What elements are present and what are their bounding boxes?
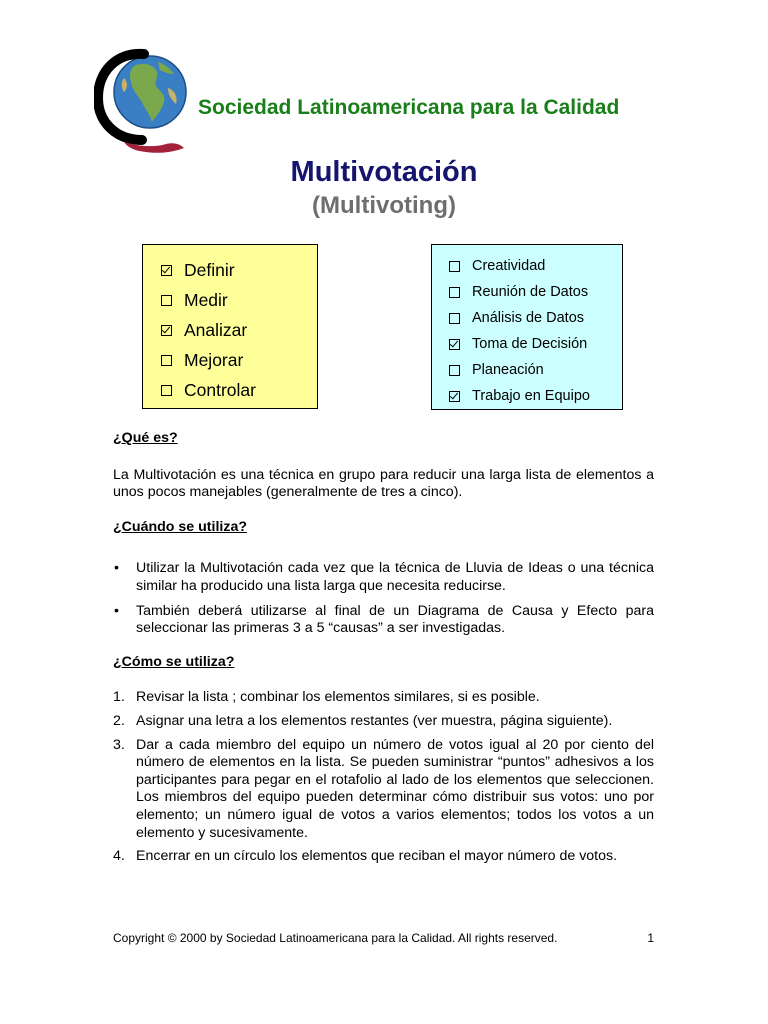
checkbox-icon [161, 295, 172, 306]
step-text: Revisar la lista ; combinar los elementos similares, si es posible. [136, 689, 540, 706]
step-number: 3. [113, 736, 125, 753]
tool-label: Toma de Decisión [472, 336, 588, 352]
section-heading-how: ¿Cómo se utiliza? [113, 653, 235, 670]
tool-item-trabajo-equipo [432, 383, 622, 409]
step-text: Dar a cada miembro del equipo un número de votos igual al 20 por ciento del número de elementos en la lista. Se pueden suministrar “puntos” adhesivos a los participantes para pegar en el rotafolio al lado de los elementos que seleccionen. Los miembros del equipo pueden determinar cómo distribuir sus votos: uno por elemento; un número igual de votos a varios elementos; todos los votos a un elemento y sucesivamente. [136, 736, 654, 841]
phase-item-definir [143, 255, 317, 285]
list-item [113, 560, 654, 595]
tool-item-reunion-datos [432, 279, 622, 305]
bullet-icon: • [114, 602, 119, 619]
step-number: 1. [113, 689, 125, 706]
checkbox-icon [449, 339, 460, 350]
step-number: 4. [113, 848, 125, 865]
page-number: 1 [647, 931, 654, 945]
phase-label: Medir [184, 289, 228, 310]
copyright-text: Copyright © 2000 by Sociedad Latinoamericana para la Calidad. All rights reserved. [113, 931, 558, 945]
phase-label: Controlar [184, 379, 256, 400]
list-item [113, 713, 654, 731]
checkbox-icon [161, 355, 172, 366]
tool-label: Reunión de Datos [472, 284, 589, 300]
page-title: Multivotación [290, 156, 478, 188]
tool-item-planeacion [432, 357, 622, 383]
bullet-icon: • [114, 560, 119, 577]
tool-label: Análisis de Datos [472, 310, 585, 326]
phase-item-mejorar [143, 345, 317, 375]
list-item [113, 689, 654, 707]
checkbox-icon [449, 313, 460, 324]
bullet-text: También deberá utilizarse al final de un Diagrama de Causa y Efecto para seleccionar las primeras 3 a 5 “causas” a ser investigadas. [136, 602, 654, 637]
section-text-what: La Multivotación es una técnica en grupo para reducir una larga lista de elementos a unos pocos manejables (generalmente de tres a cinco). [113, 466, 654, 501]
tool-item-toma-decision [432, 331, 622, 357]
section-heading-what: ¿Qué es? [113, 430, 178, 446]
phase-label: Definir [184, 259, 235, 280]
tools-checklist-box [431, 244, 623, 410]
step-number: 2. [113, 712, 125, 729]
how-steps-list [113, 689, 654, 865]
section-heading-when: ¿Cuándo se utiliza? [113, 518, 247, 535]
tool-label: Creatividad [472, 258, 546, 274]
list-item [113, 603, 654, 638]
organization-name: Sociedad Latinoamericana para la Calidad [198, 96, 620, 119]
page-subtitle: (Multivoting) [312, 192, 456, 219]
checkbox-icon [449, 365, 460, 376]
page-footer [113, 931, 654, 945]
tool-label: Trabajo en Equipo [472, 388, 590, 404]
step-text: Encerrar en un círculo los elementos que reciban el mayor número de votos. [136, 848, 618, 865]
step-text: Asignar una letra a los elementos restantes (ver muestra, página siguiente). [136, 712, 613, 729]
phase-label: Analizar [184, 319, 248, 340]
checkbox-icon [449, 287, 460, 298]
checkbox-icon [161, 325, 172, 336]
list-item [113, 848, 654, 866]
phase-item-medir [143, 285, 317, 315]
tool-item-analisis-datos [432, 305, 622, 331]
document-body [113, 430, 654, 872]
phase-item-analizar [143, 315, 317, 345]
phases-checklist-box [142, 244, 318, 409]
organization-logo [94, 48, 188, 154]
tool-item-creatividad [432, 253, 622, 279]
checkbox-icon [161, 385, 172, 396]
phase-item-controlar [143, 375, 317, 405]
list-item [113, 737, 654, 843]
checkbox-icon [449, 261, 460, 272]
when-bullet-list [113, 560, 654, 637]
phase-label: Mejorar [184, 349, 244, 370]
checkbox-icon [449, 391, 460, 402]
checkbox-icon [161, 265, 172, 276]
tool-label: Planeación [472, 362, 544, 378]
bullet-text: Utilizar la Multivotación cada vez que la técnica de Lluvia de Ideas o una técnica similar ha producido una lista larga que necesita reducirse. [136, 560, 654, 594]
